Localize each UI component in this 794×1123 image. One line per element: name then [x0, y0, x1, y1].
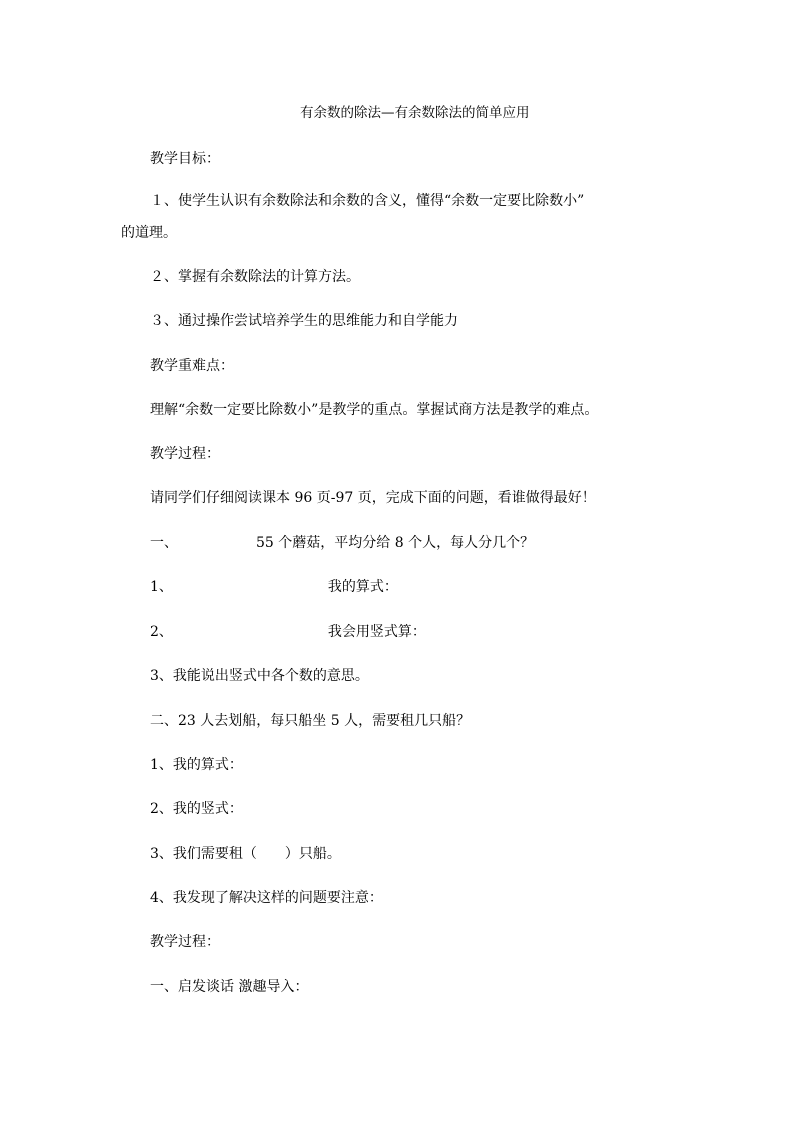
problem-2-item-2: 2、我的竖式：: [150, 801, 243, 817]
key-points-text: 理解“余数一定要比除数小”是教学的重点。掌握试商方法是教学的难点。: [150, 402, 599, 418]
section-1-heading: 一、启发谈话 激趣导入：: [150, 979, 309, 995]
problem-2-item-4: 4、我发现了解决这样的问题要注意：: [150, 890, 383, 906]
objective-2: ２、掌握有余数除法的计算方法。: [150, 269, 360, 285]
problem-1-row: [150, 534, 534, 552]
problem-2-text: 二、23 人去划船，每只船坐 5 人，需要租几只船？: [150, 713, 471, 729]
problem-1-item-1-number: 1、: [150, 579, 173, 595]
document-title: 有余数的除法—有余数除法的简单应用: [300, 105, 530, 121]
key-points-heading: 教学重难点：: [150, 358, 234, 374]
reading-instruction: 请同学们仔细阅读课本 96 页-97 页，完成下面的问题，看谁做得最好！: [150, 490, 596, 506]
process-heading-2: 教学过程：: [150, 934, 220, 950]
problem-1-item-3: 3、我能说出竖式中各个数的意思。: [150, 668, 369, 684]
problem-1-text: 55 个蘑菇，平均分给 8 个人，每人分几个？: [256, 535, 535, 551]
problem-1-item-2-number: 2、: [150, 624, 173, 640]
problem-1-item-1-text: 我的算式：: [327, 579, 398, 595]
objective-3: ３、通过操作尝试培养学生的思维能力和自学能力: [150, 313, 458, 329]
problem-2-item-3: 3、我们需要租（ ）只船。: [150, 846, 341, 862]
problem-1-item-2-row: [150, 623, 426, 641]
process-heading-1: 教学过程：: [150, 446, 220, 462]
problem-1-item-2-text: 我会用竖式算：: [327, 624, 426, 640]
objective-1-line-1: １、使学生认识有余数除法和余数的含义，懂得“余数一定要比除数小”: [150, 193, 585, 209]
objectives-heading: 教学目标：: [150, 151, 220, 167]
problem-1-number: 一、: [150, 535, 178, 551]
problem-2-item-1: 1、我的算式：: [150, 757, 243, 773]
objective-1-line-2: 的道理。: [121, 225, 177, 241]
problem-1-item-1-row: [150, 578, 398, 596]
